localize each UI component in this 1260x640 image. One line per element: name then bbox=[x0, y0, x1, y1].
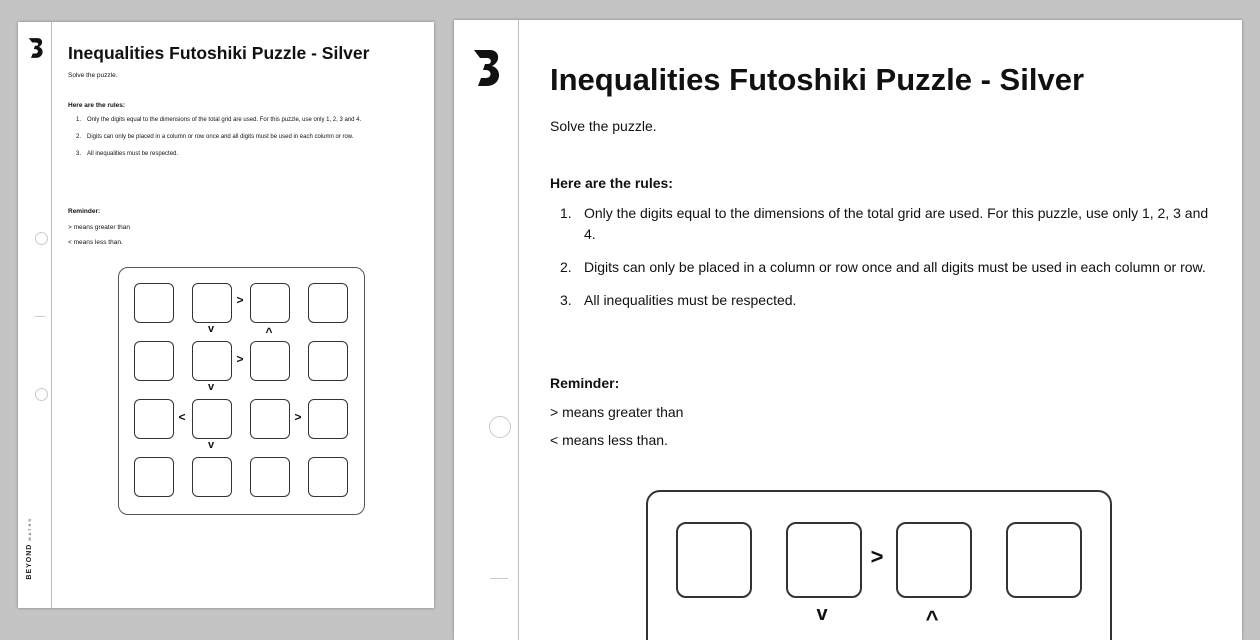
grid-cell-r4c1[interactable] bbox=[134, 457, 174, 497]
brand-wordmark bbox=[26, 517, 33, 580]
grid-cell-r1c2[interactable] bbox=[192, 283, 232, 323]
grid-cell-r1c2[interactable] bbox=[786, 522, 862, 598]
reminder-line: > means greater than bbox=[550, 404, 684, 420]
grid-cell-r3c2[interactable] bbox=[192, 399, 232, 439]
fold-mark bbox=[35, 316, 45, 317]
beyond-logo-icon bbox=[26, 37, 46, 59]
worksheet-page-detail bbox=[454, 20, 1242, 640]
grid-cell-r1c1[interactable] bbox=[676, 522, 752, 598]
inequality-down: v bbox=[816, 603, 828, 625]
inequality-up: ^ bbox=[925, 606, 939, 631]
page-margin-line bbox=[51, 22, 52, 608]
page-margin-line bbox=[518, 20, 519, 640]
rule-item: 2. Digits can only be placed in a column or row once and all digits must be used in each column or row. bbox=[76, 134, 354, 140]
reminder-heading: Reminder: bbox=[68, 208, 101, 215]
inequality-up: ^ bbox=[265, 325, 273, 339]
inequality-down: v bbox=[207, 439, 215, 451]
grid-cell-r1c3[interactable] bbox=[250, 283, 290, 323]
inequality-lt: < bbox=[178, 410, 186, 424]
rules-heading: Here are the rules: bbox=[68, 102, 126, 109]
grid-cell-r2c4[interactable] bbox=[308, 341, 348, 381]
worksheet-title: Inequalities Futoshiki Puzzle - Silver bbox=[550, 62, 1085, 97]
grid-cell-r2c1[interactable] bbox=[134, 341, 174, 381]
grid-cell-r4c3[interactable] bbox=[250, 457, 290, 497]
rules-heading: Here are the rules: bbox=[550, 175, 673, 191]
worksheet-page-preview bbox=[18, 22, 434, 608]
instruction-text: Solve the puzzle. bbox=[68, 72, 118, 79]
grid-cell-r2c3[interactable] bbox=[250, 341, 290, 381]
worksheet-title: Inequalities Futoshiki Puzzle - Silver bbox=[68, 43, 370, 63]
grid-cell-r3c1[interactable] bbox=[134, 399, 174, 439]
punch-hole bbox=[489, 416, 511, 438]
instruction-text: Solve the puzzle. bbox=[550, 118, 657, 134]
reminder-line: > means greater than bbox=[68, 224, 130, 231]
rules-list bbox=[76, 116, 421, 159]
rule-item: 3. All inequalities must be respected. bbox=[76, 151, 179, 157]
grid-cell-r4c4[interactable] bbox=[308, 457, 348, 497]
grid-cell-r3c4[interactable] bbox=[308, 399, 348, 439]
grid-cell-r2c2[interactable] bbox=[192, 341, 232, 381]
grid-cell-r1c4[interactable] bbox=[308, 283, 348, 323]
inequality-gt: > bbox=[236, 293, 244, 307]
rule-item: 3. All inequalities must be respected. bbox=[560, 292, 797, 308]
brand-sub: MATHS bbox=[27, 517, 32, 541]
punch-hole bbox=[35, 388, 48, 401]
reminder-heading: Reminder: bbox=[550, 375, 620, 391]
inequality-down: v bbox=[207, 323, 215, 335]
punch-hole bbox=[35, 232, 48, 245]
rule-item: 1. Only the digits equal to the dimensions of the total grid are used. For this puzzle, use only 1, 2, 3 and 4. bbox=[560, 205, 1209, 242]
beyond-logo-icon bbox=[470, 48, 504, 88]
brand-name: BEYOND bbox=[26, 543, 33, 580]
inequality-down: v bbox=[207, 381, 215, 393]
grid-cell-r3c3[interactable] bbox=[250, 399, 290, 439]
futoshiki-grid bbox=[118, 267, 365, 515]
inequality-gt: > bbox=[294, 410, 302, 424]
inequality-gt: > bbox=[236, 352, 244, 366]
rules-list bbox=[560, 203, 1220, 311]
grid-cell-r4c2[interactable] bbox=[192, 457, 232, 497]
grid-cell-r1c1[interactable] bbox=[134, 283, 174, 323]
fold-mark bbox=[490, 578, 508, 579]
futoshiki-grid bbox=[646, 490, 1112, 640]
grid-cell-r1c3[interactable] bbox=[896, 522, 972, 598]
reminder-line: < means less than. bbox=[68, 239, 123, 246]
grid-cell-r1c4[interactable] bbox=[1006, 522, 1082, 598]
rule-item: 1. Only the digits equal to the dimensions of the total grid are used. For this puzzle, use only 1, 2, 3 and 4. bbox=[76, 117, 362, 123]
reminder-line: < means less than. bbox=[550, 432, 668, 448]
inequality-gt: > bbox=[870, 544, 884, 569]
rule-item: 2. Digits can only be placed in a column or row once and all digits must be used in each column or row. bbox=[560, 259, 1206, 275]
